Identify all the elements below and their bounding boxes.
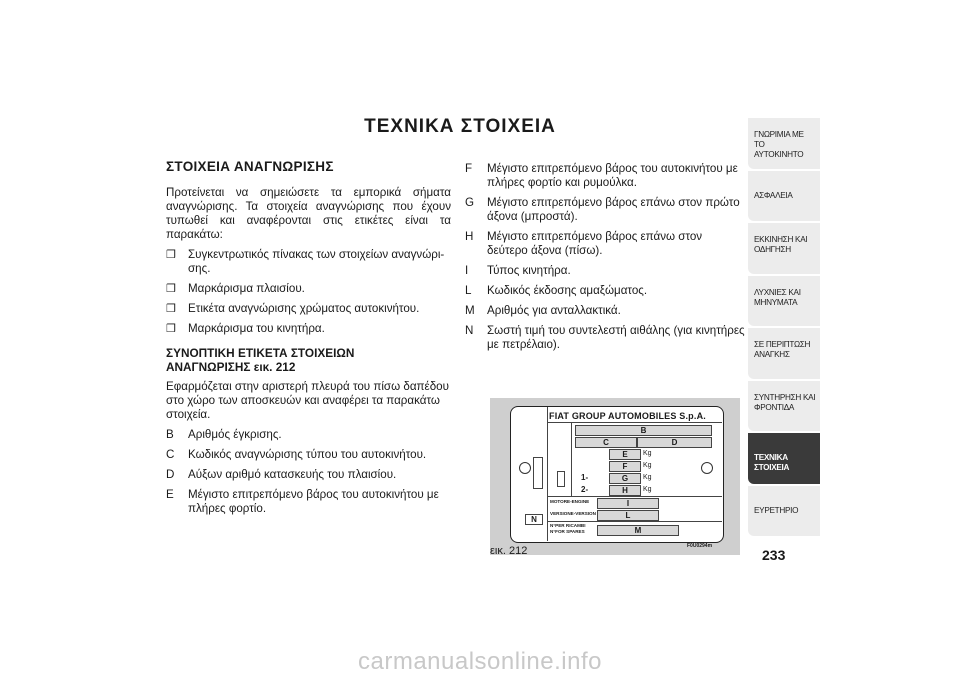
identification-plate xyxy=(510,406,724,543)
legend-item: E Μέγιστο επιτρεπόμενο βάρος του αυτοκινήτου με πλήρες φορτίο. xyxy=(166,488,439,515)
legend-item: I Τύπος κινητήρα. xyxy=(465,264,571,277)
field-f: F xyxy=(609,461,641,472)
plate-box xyxy=(533,457,543,489)
page-title: ΤΕΧΝΙΚΑ ΣΤΟΙΧΕΙΑ xyxy=(364,116,556,137)
checkbox-bullet-icon: ❒ xyxy=(166,303,176,315)
engine-label: MOTORE-ENGINE xyxy=(550,499,590,504)
spares-label: N°PER RICAMBI xyxy=(550,523,586,528)
unit-label: Kg xyxy=(643,486,652,493)
legend-item: N Σωστή τιμή του συντελεστή αιθάλης (για κινητήρες με πετρέλαιο). xyxy=(465,324,745,351)
bullet-item: ❒ Ετικέτα αναγνώρισης χρώματος αυτοκινήτου. xyxy=(166,302,420,315)
bullet-item: ❒ Μαρκάρισμα του κινητήρα. xyxy=(166,322,325,335)
page-number: 233 xyxy=(762,547,786,563)
legend-item: F Μέγιστο επιτρεπόμενο βάρος του αυτοκινήτου με πλήρες φορτίο και ρυμούλκα. xyxy=(465,162,738,189)
legend-item: G Μέγιστο επιτρεπόμενο βάρος επάνω στον πρώτο άξονα (μπροστά). xyxy=(465,196,740,223)
axle-1-label: 1- xyxy=(581,473,589,482)
checkbox-bullet-icon: ❒ xyxy=(166,323,176,335)
legend-item: H Μέγιστο επιτρεπόμενο βάρος επάνω στον δεύτερο άξονα (πίσω). xyxy=(465,230,703,257)
figure-code: F0U0294m xyxy=(687,543,713,549)
identification-plate-figure xyxy=(490,398,740,555)
right-column xyxy=(465,162,745,358)
field-h: H xyxy=(609,485,641,496)
chapter-tabs xyxy=(748,118,820,538)
field-g: G xyxy=(609,473,641,484)
plate-rule xyxy=(547,521,722,522)
legend-item: D Αύξων αριθμό κατασκευής του πλαισίου. xyxy=(166,468,397,481)
plate-box xyxy=(557,471,565,487)
rivet-hole-icon xyxy=(701,462,713,474)
sub-intro-paragraph: Εφαρμόζεται στην αριστερή πλευρά του πίσω δαπέδου στο χώρο των αποσκευών και αναφέρει τα παρακάτω στοιχεία. xyxy=(166,380,449,421)
field-d: D xyxy=(637,437,712,448)
tab-starting-driving[interactable]: ΕΚΚΙΝΗΣΗ ΚΑΙ ΟΔΗΓΗΣΗ xyxy=(748,223,820,274)
figure-caption: εικ. 212 xyxy=(490,545,528,557)
legend-item: C Κωδικός αναγνώρισης τύπου του αυτοκινήτου. xyxy=(166,448,427,461)
field-n: N xyxy=(525,514,543,525)
unit-label: Kg xyxy=(643,450,652,457)
plate-rule xyxy=(547,422,722,423)
unit-label: Kg xyxy=(643,462,652,469)
section-heading: ΣΤΟΙΧΕΙΑ ΑΝΑΓΝΩΡΙΣΗΣ xyxy=(166,159,334,174)
field-m: M xyxy=(597,525,679,536)
tab-index[interactable]: ΕΥΡΕΤΗΡΙΟ xyxy=(748,486,820,537)
checkbox-bullet-icon: ❒ xyxy=(166,249,176,261)
rivet-hole-icon xyxy=(519,462,531,474)
tab-maintenance[interactable]: ΣΥΝΤΗΡΗΣΗ ΚΑΙ ΦΡΟΝΤΙΔΑ xyxy=(748,381,820,432)
legend-item: M Αριθμός για ανταλλακτικά. xyxy=(465,304,621,317)
plate-title: FIAT GROUP AUTOMOBILES S.p.A. xyxy=(549,411,706,421)
tab-safety[interactable]: ΑΣΦΑΛΕΙΑ xyxy=(748,171,820,222)
bullet-item: ❒ Συγκεντρωτικός πίνακας των στοιχείων αναγνώρι- σης. xyxy=(166,248,445,275)
plate-divider xyxy=(571,422,572,496)
version-label: VERSIONE-VERSION xyxy=(550,511,596,516)
tab-getting-to-know[interactable]: ΓΝΩΡΙΜΙΑ ΜΕ ΤΟ ΑΥΤΟΚΙΝΗΤΟ xyxy=(748,118,820,169)
intro-paragraph: Προτείνεται να σημειώσετε τα εμπορικά σήματα αναγνώρισης. Τα στοιχεία αναγνώρισης που έχουν τυπωθεί και αναφέρονται στις ετικέτες είναι τα παρακάτω: xyxy=(166,186,451,241)
tab-technical-data[interactable]: ΤΕΧΝΙΚΑ ΣΤΟΙΧΕΙΑ xyxy=(748,433,820,484)
bullet-item: ❒ Μαρκάρισμα πλαισίου. xyxy=(166,282,305,295)
field-i: I xyxy=(597,498,659,509)
field-c: C xyxy=(575,437,637,448)
checkbox-bullet-icon: ❒ xyxy=(166,283,176,295)
field-e: E xyxy=(609,449,641,460)
legend-item: L Κωδικός έκδοσης αμαξώματος. xyxy=(465,284,648,297)
spares-label: N°FOR SPARES xyxy=(550,529,585,534)
unit-label: Kg xyxy=(643,474,652,481)
field-b: B xyxy=(575,425,712,436)
legend-item: B Αριθμός έγκρισης. xyxy=(166,428,282,441)
left-column xyxy=(166,160,451,522)
axle-2-label: 2- xyxy=(581,485,589,494)
subsection-heading: ΣΥΝΟΠΤΙΚΗ ΕΤΙΚΕΤΑ ΣΤΟΙΧΕΙΩΝ ΑΝΑΓΝΩΡΙΣΗΣ εικ. 212 xyxy=(166,346,355,374)
tab-emergency[interactable]: ΣΕ ΠΕΡΙΠΤΩΣΗ ΑΝΑΓΚΗΣ xyxy=(748,328,820,379)
plate-rule xyxy=(547,496,722,497)
field-l: L xyxy=(597,510,659,521)
tab-warning-lights[interactable]: ΛΥΧΝΙΕΣ ΚΑΙ ΜΗΝΥΜΑΤΑ xyxy=(748,276,820,327)
watermark: carmanualsonline.info xyxy=(358,648,602,675)
